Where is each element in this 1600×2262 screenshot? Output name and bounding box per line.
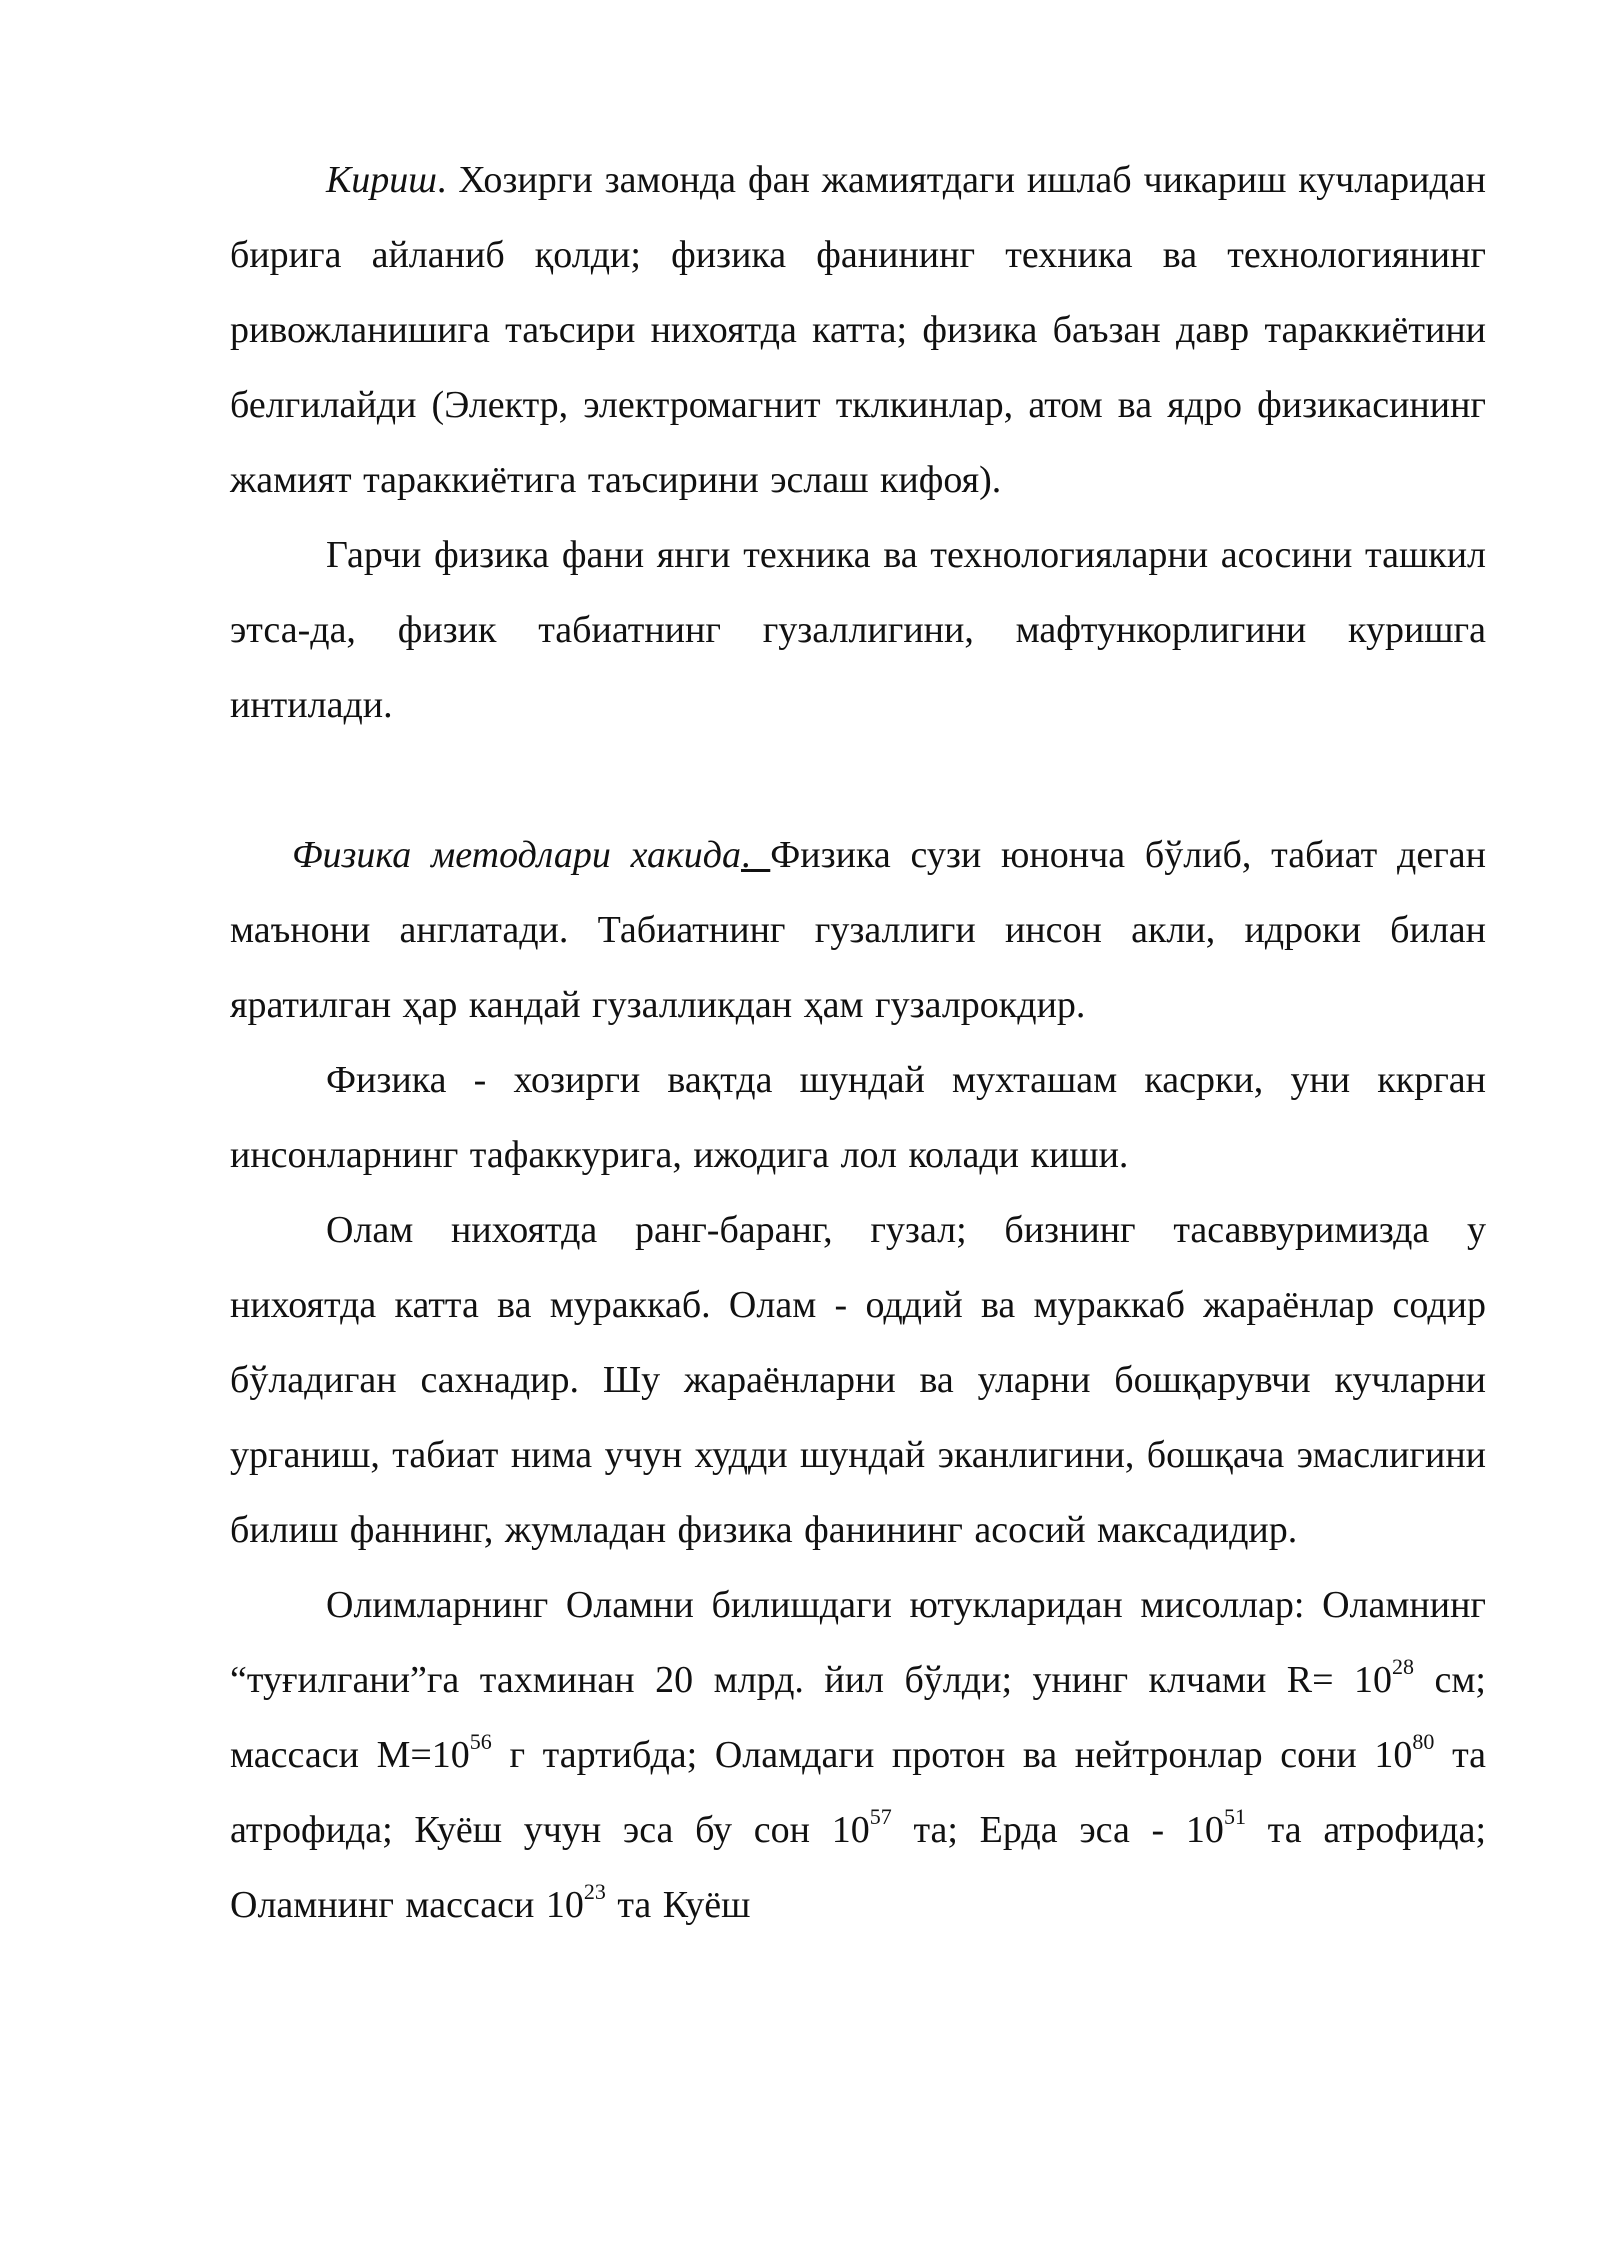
paragraph-text: та атрофида; Куёш учун эса бу сон 10	[230, 1734, 1487, 1851]
document-body	[230, 143, 1486, 1943]
paragraph-lead-suffix: .	[436, 159, 447, 201]
exponent: 51	[1223, 1804, 1246, 1830]
paragraph-text: см; массаси М=10	[230, 1659, 1486, 1776]
paragraph-lead-italic: Кириш	[326, 159, 437, 201]
paragraph-introduction	[230, 143, 1486, 518]
paragraph-text: г тартибда; Оламдаги протон ва нейтронлар сони 10	[491, 1734, 1413, 1776]
exponent: 80	[1412, 1729, 1435, 1755]
paragraph-modern-physics	[230, 1043, 1486, 1193]
exponent: 57	[869, 1804, 892, 1830]
paragraph-text: Гарчи физика фани янги техника ва технологияларни асосини ташкил этса-да, физик табиатнинг гузаллигини, мафтункорлигини куришга интилади.	[230, 534, 1486, 726]
paragraph-text: Олам нихоятда ранг-баранг, гузал; бизнинг тасаввуримизда у нихоятда катта ва мураккаб. Олам - оддий ва мураккаб жараёнлар содир бўладиган сахнадир. Шу жараёнларни ва уларни бошқарувчи кучларни урганиш, табиат нима учун худди шундай эканлигини, бошқача эмаслигини билиш фаннинг, жумладан физика фанининг асосий максадидир.	[230, 1209, 1486, 1551]
paragraph-universe	[230, 1193, 1486, 1568]
exponent: 56	[469, 1729, 492, 1755]
paragraph-text: та атрофида; Оламнинг массаси 10	[230, 1809, 1487, 1926]
paragraph-physics-beauty	[230, 518, 1486, 743]
paragraph-text: та; Ерда эса - 10	[891, 1809, 1224, 1851]
paragraph-text: Физика сузи юнонча бўлиб, табиат деган маънони англатади. Табиатнинг гузаллиги инсон акли, идроки билан яратилган ҳар кандай гузалликдан ҳам гузалрокдир.	[230, 834, 1487, 1026]
paragraph-text: Физика - хозирги вақтда шундай мухташам касрки, уни ккрган инсонларнинг тафаккурига, ижодига лол колади киши.	[230, 1059, 1486, 1176]
paragraph-text: Олимларнинг Оламни билишдаги ютукларидан мисоллар: Оламнинг “туғилгани”га тахминан 20 млрд. йил бўлди; унинг клчами R= 10	[230, 1584, 1486, 1701]
exponent: 28	[1392, 1654, 1415, 1680]
exponent: 23	[583, 1879, 606, 1905]
paragraph-text: Хозирги замонда фан жамиятдаги ишлаб чикариш кучларидан бирига айланиб қолди; физика фанининг техника ва технологиянинг ривожланишига таъсири нихоятда катта; физика баъзан давр тараккиётини белгилайди (Электр, электромагнит тклкинлар, атом ва ядро физикасининг жамият тараккиётига таъсирини эслаш кифоя).	[230, 159, 1486, 501]
paragraph-lead-suffix: .	[740, 834, 751, 876]
paragraph-text: та Куёш	[605, 1884, 751, 1926]
paragraph-scientists-achievements	[230, 1568, 1486, 1943]
paragraph-physics-methods	[230, 818, 1486, 1043]
paragraph-lead-italic: Физика методлари хакида	[292, 834, 741, 876]
